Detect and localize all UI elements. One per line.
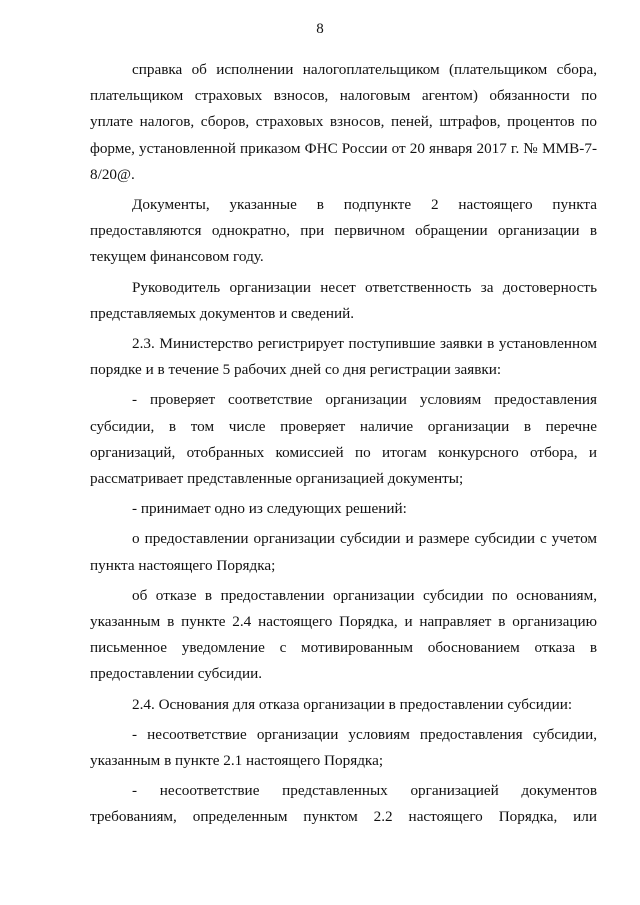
paragraph-check-conditions: - проверяет соответствие организации условиям предоставления субсидии, в том числе проверяет наличие организации в перечне организаций, отобранных комиссией по итогам конкурсного отбора, и рассматривает представленные организацией документы; bbox=[90, 391, 597, 488]
paragraph-nonconformity-conditions: - несоответствие организации условиям предоставления субсидии, указанным в пункте 2.1 настоящего Порядка; bbox=[90, 725, 597, 770]
paragraph-nonconformity-documents: - несоответствие представленных организацией документов требованиям, определенным пунктом 2.2 настоящего Порядка, или bbox=[90, 782, 597, 826]
document-body bbox=[90, 57, 597, 831]
paragraph-documents-once: Документы, указанные в подпункте 2 настоящего пункта предоставляются однократно, при первичном обращении организации в текущем финансовом году. bbox=[90, 196, 597, 266]
paragraph-tax-certificate: справка об исполнении налогоплательщиком (плательщиком сбора, плательщиком страховых взносов, налоговым агентом) обязанности по уплате налогов, сборов, страховых взносов, пеней, штрафов, процентов по форме, установленной приказом ФНС России от 20 января 2017 г. № ММВ-7-8/20@. bbox=[90, 61, 597, 183]
page-number: 8 bbox=[316, 21, 324, 37]
paragraph-refusal-grounds: 2.4. Основания для отказа организации в предоставлении субсидии: bbox=[132, 695, 573, 713]
paragraph-decision-options: - принимает одно из следующих решений: bbox=[132, 500, 407, 518]
paragraph-registration: 2.3. Министерство регистрирует поступившие заявки в установленном порядке и в течение 5 рабочих дней со дня регистрации заявки: bbox=[90, 335, 597, 379]
paragraph-refusal: об отказе в предоставлении организации субсидии по основаниям, указанным в пункте 2.4 настоящего Порядка, и направляет в организацию письменное уведомление с мотивированным обоснованием отказа в предоставлении субсидии. bbox=[90, 586, 597, 683]
paragraph-manager-responsibility: Руководитель организации несет ответственность за достоверность представляемых документов и сведений. bbox=[90, 278, 597, 322]
paragraph-provide-subsidy: о предоставлении организации субсидии и размере субсидии с учетом пункта настоящего Порядка; bbox=[90, 530, 597, 574]
